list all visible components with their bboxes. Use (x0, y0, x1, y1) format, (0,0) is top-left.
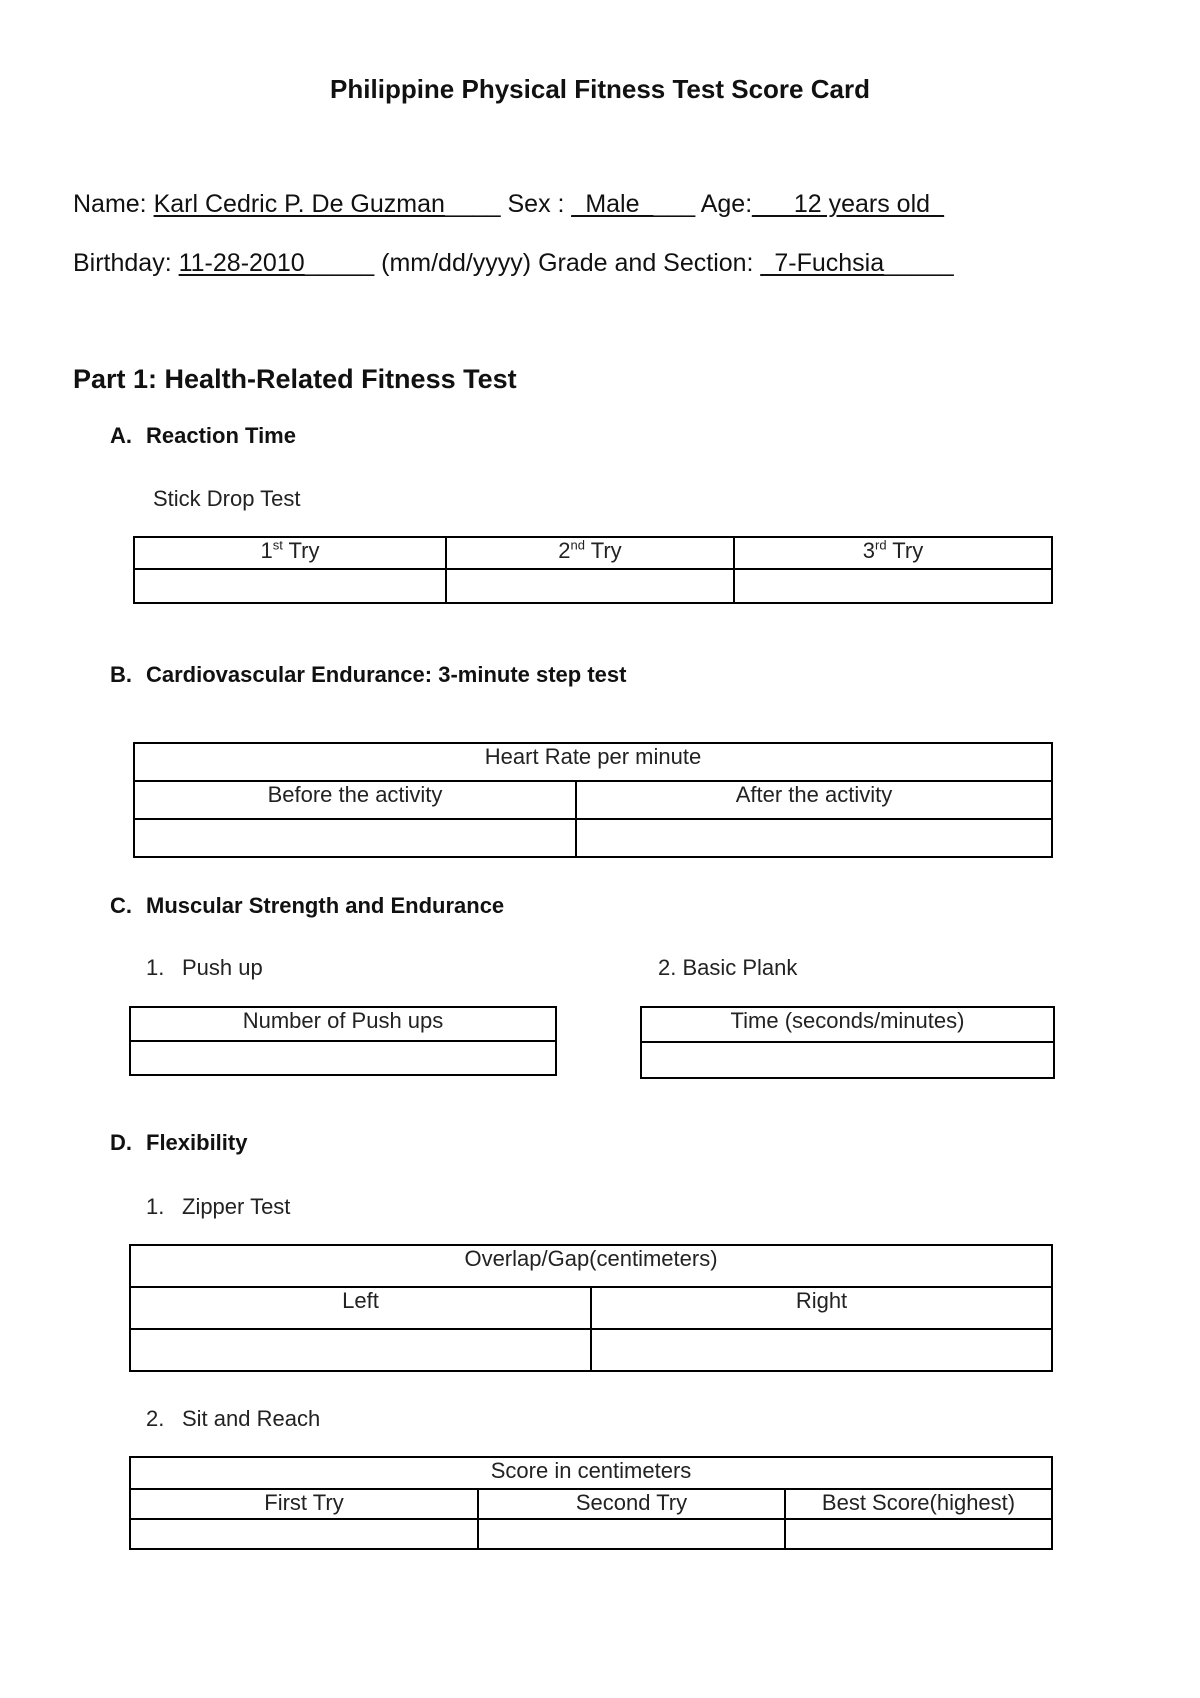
name-label: Name: (73, 190, 154, 218)
sex-label: Sex : (500, 190, 572, 218)
section-d-heading (110, 1130, 247, 1156)
info-line-1 (73, 190, 944, 219)
push-up-header: Number of Push ups (130, 1007, 556, 1041)
page-title: Philippine Physical Fitness Test Score Card (330, 74, 870, 104)
section-c-letter: C. (110, 893, 132, 918)
age-label: Age: (695, 190, 753, 218)
name-trail: ____ (444, 190, 501, 218)
try-3-cell[interactable] (734, 569, 1052, 603)
try-2-header: 2nd Try (446, 537, 734, 569)
name-value: Karl Cedric P. De Guzman (153, 190, 445, 218)
before-activity-cell[interactable] (134, 819, 576, 857)
section-a-title: Reaction Time (146, 423, 296, 448)
sit-reach-header: Score in centimeters (130, 1457, 1052, 1489)
best-score-cell[interactable] (785, 1519, 1052, 1549)
first-try-cell[interactable] (130, 1519, 478, 1549)
first-try-header: First Try (130, 1489, 478, 1519)
section-c-heading (110, 893, 504, 919)
zipper-test-table (129, 1244, 1053, 1372)
birthday-trail: _____ (304, 249, 375, 277)
zipper-left-cell[interactable] (130, 1329, 591, 1371)
zipper-right-header: Right (591, 1287, 1052, 1329)
section-d-title: Flexibility (146, 1130, 248, 1155)
push-up-table (129, 1006, 557, 1076)
sit-and-reach-label: 2. Sit and Reach (146, 1406, 321, 1431)
section-b-title: Cardiovascular Endurance: 3-minute step test (146, 662, 627, 687)
sit-and-reach-table (129, 1456, 1053, 1550)
zipper-test-label: 1. Zipper Test (146, 1194, 291, 1219)
zipper-right-cell[interactable] (591, 1329, 1052, 1371)
section-c-title: Muscular Strength and Endurance (146, 893, 505, 918)
try-1-cell[interactable] (134, 569, 446, 603)
part1-title: Part 1: Health-Related Fitness Test (73, 364, 517, 394)
grade-value: _7-Fuchsia (760, 249, 885, 277)
after-activity-header: After the activity (576, 781, 1052, 819)
second-try-header: Second Try (478, 1489, 785, 1519)
second-try-cell[interactable] (478, 1519, 785, 1549)
grade-trail: _____ (884, 249, 954, 277)
push-up-label: 1. Push up (146, 955, 263, 980)
basic-plank-label: 2. Basic Plank (658, 955, 798, 980)
try-2-cell[interactable] (446, 569, 734, 603)
zipper-header: Overlap/Gap(centimeters) (130, 1245, 1052, 1287)
reaction-time-table (133, 536, 1053, 604)
grade-label: Grade and Section: (538, 249, 761, 277)
section-b-letter: B. (110, 662, 132, 687)
birthday-label: Birthday: (73, 249, 179, 277)
zipper-left-header: Left (130, 1287, 591, 1329)
info-line-2 (73, 249, 954, 278)
best-score-header: Best Score(highest) (785, 1489, 1052, 1519)
try-1-header: 1st Try (134, 537, 446, 569)
heart-rate-header: Heart Rate per minute (134, 743, 1052, 781)
sex-value: _Male_ (571, 190, 654, 218)
birthday-value: 11-28-2010 (178, 249, 305, 277)
stick-drop-test-label: Stick Drop Test (153, 486, 301, 511)
after-activity-cell[interactable] (576, 819, 1052, 857)
section-a-letter: A. (110, 423, 132, 448)
date-format: (mm/dd/yyyy) (374, 249, 539, 277)
plank-header: Time (seconds/minutes) (641, 1007, 1054, 1042)
try-3-header: 3rd Try (734, 537, 1052, 569)
section-b-heading (110, 662, 626, 688)
before-activity-header: Before the activity (134, 781, 576, 819)
sex-trail: ___ (653, 190, 696, 218)
heart-rate-table (133, 742, 1053, 858)
plank-cell[interactable] (641, 1042, 1054, 1078)
section-a-heading (110, 423, 296, 449)
plank-table (640, 1006, 1055, 1079)
push-up-cell[interactable] (130, 1041, 556, 1075)
age-value: ___12 years old_ (752, 190, 944, 218)
section-d-letter: D. (110, 1130, 132, 1155)
